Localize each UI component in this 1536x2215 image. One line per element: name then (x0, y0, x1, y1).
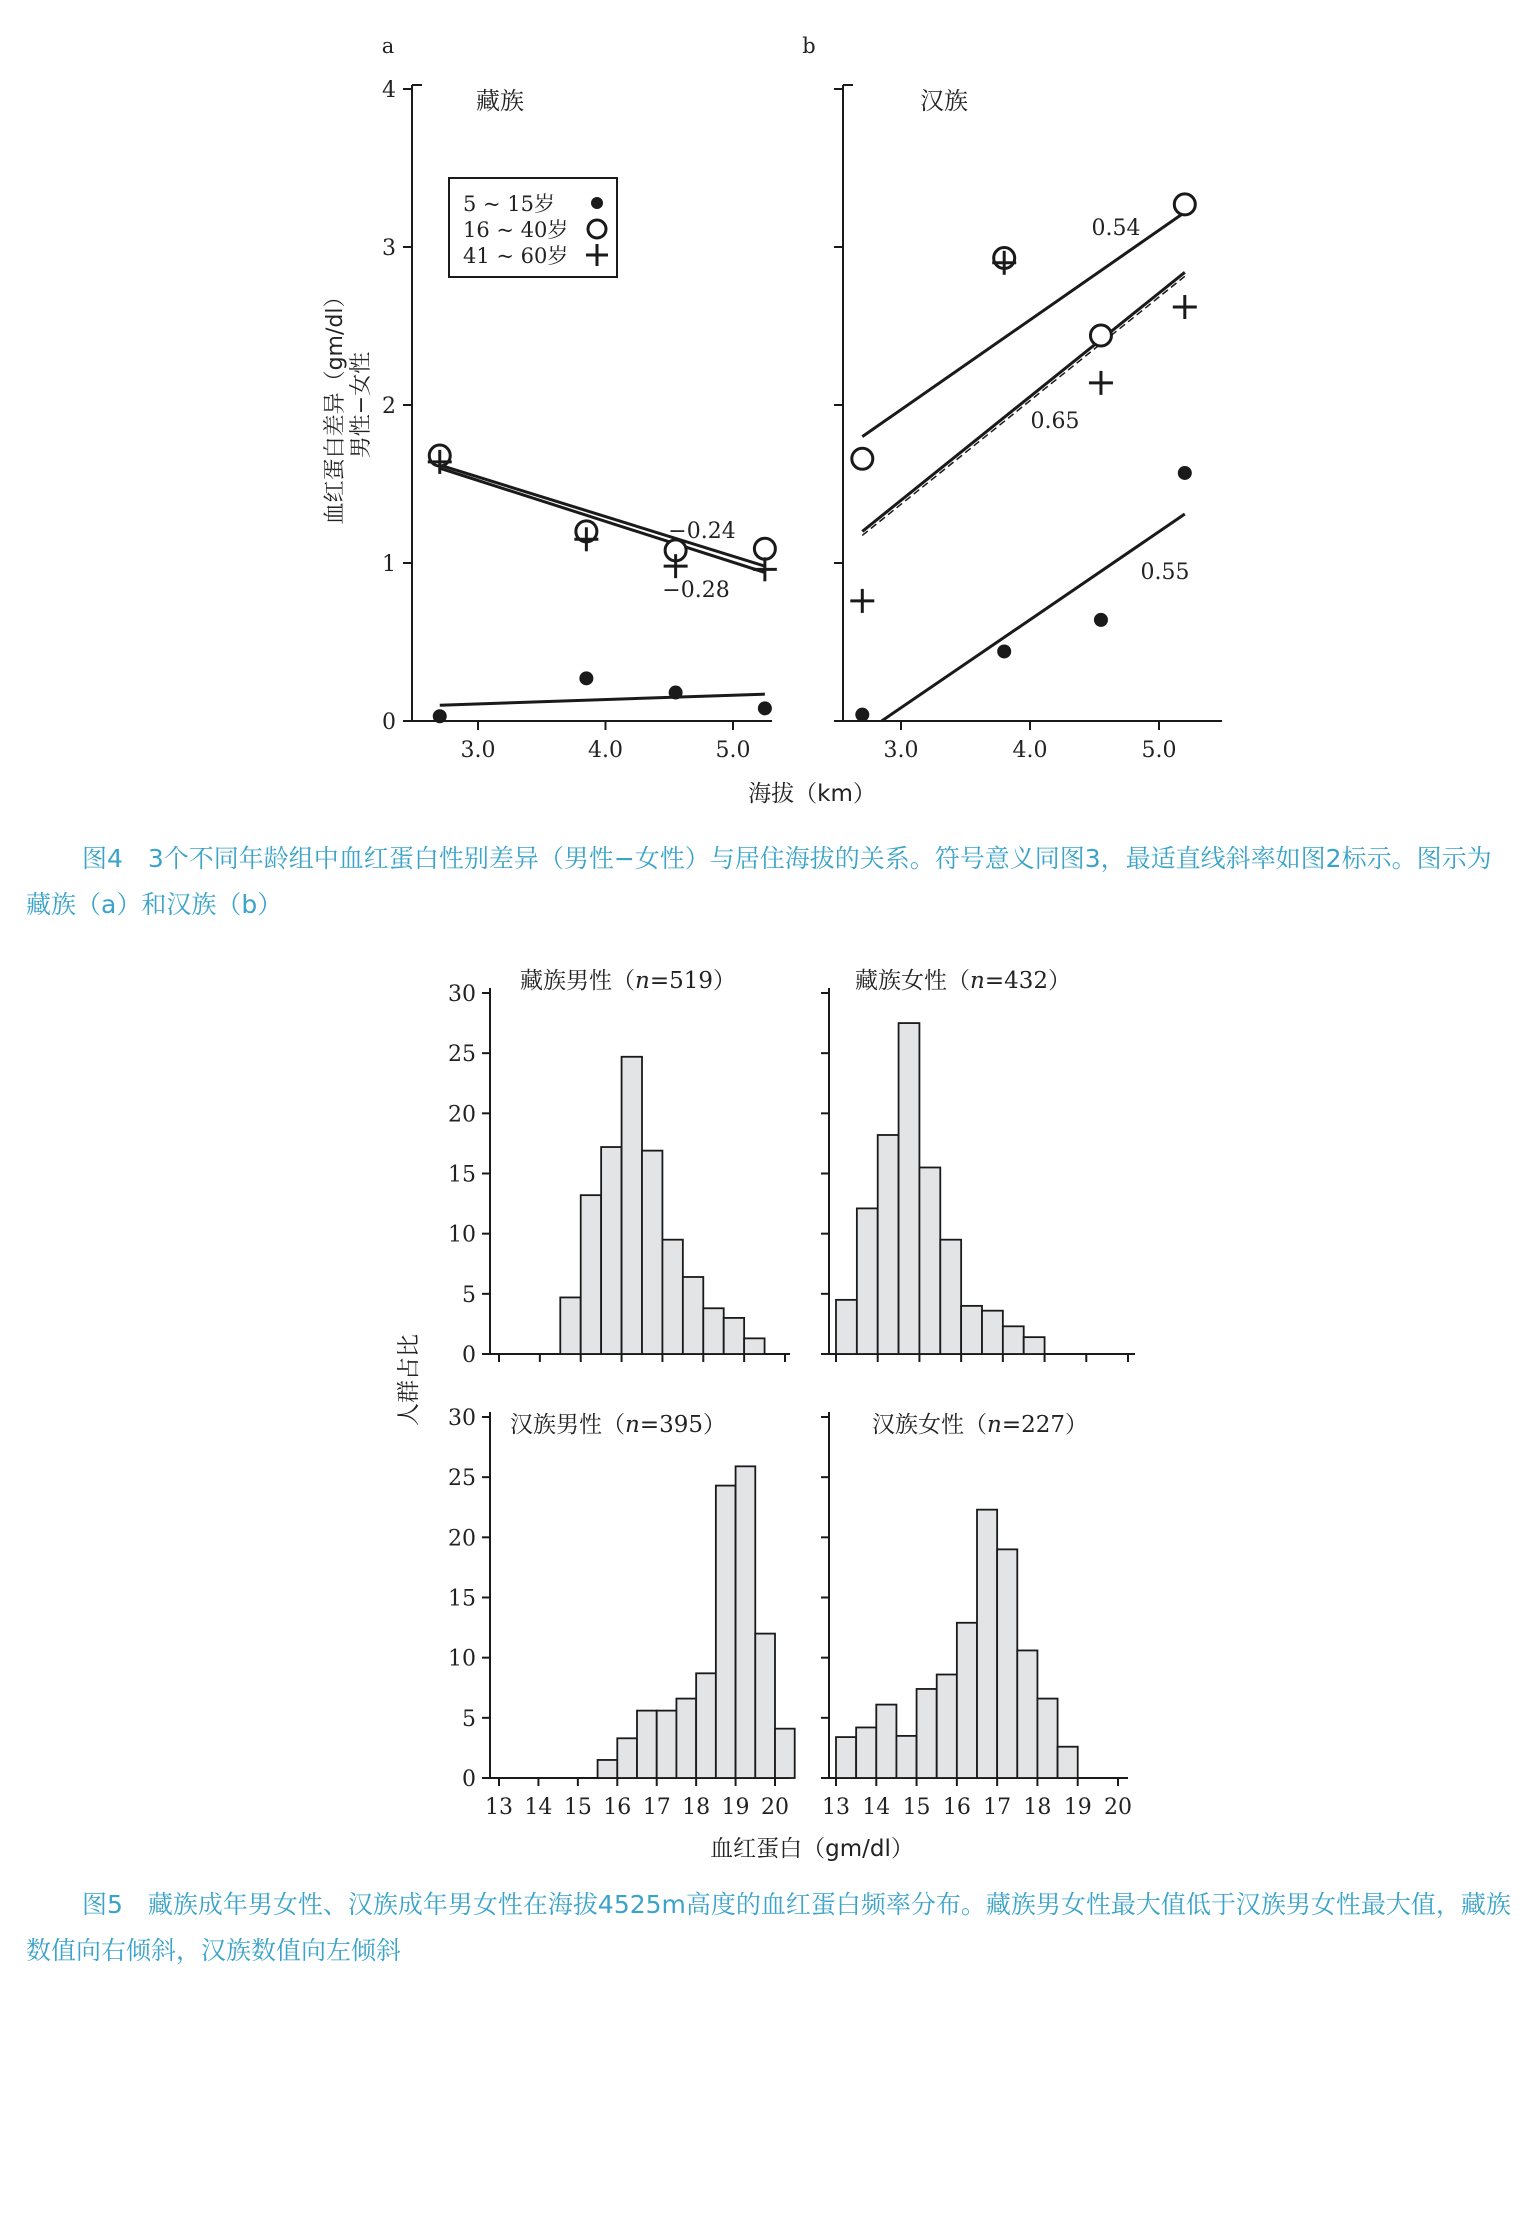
histogram-title-text: 汉族女性（ (872, 1412, 987, 1438)
histogram-bar (676, 1699, 696, 1778)
y-tick-label: 25 (448, 1042, 476, 1068)
x-tick-label: 14 (524, 1795, 553, 1820)
histogram-n-value: =519） (649, 968, 736, 994)
histogram-bar (716, 1486, 736, 1778)
y-tick-label: 4 (382, 78, 396, 103)
slope-label: −0.28 (662, 578, 730, 603)
data-point-plus (753, 557, 777, 581)
x-tick-label: 20 (761, 1795, 789, 1820)
histogram-bar (899, 1023, 920, 1354)
histogram-n-value: =432） (984, 968, 1071, 994)
legend-label: 5 ~ 15岁 (463, 192, 556, 216)
y-tick-label: 30 (448, 982, 476, 1007)
histogram-bar (755, 1634, 775, 1778)
figure4-caption: 图4 3个不同年龄组中血红蛋白性别差异（男性−女性）与居住海拔的关系。符号意义同图3，最适直线斜率如图2标示。图示为藏族（a）和汉族（b） (26, 844, 1492, 919)
histogram-n-symbol: n (987, 1412, 1002, 1438)
figure4-xlabel: 海拔（km） (748, 781, 876, 807)
histogram-bar (1003, 1326, 1024, 1354)
x-tick-label: 3.0 (883, 738, 919, 763)
x-tick-label: 15 (902, 1795, 931, 1820)
histogram-3 (448, 1406, 795, 1820)
legend-circle-marker (588, 220, 606, 238)
histogram-bar (836, 1737, 856, 1778)
histogram-bar (775, 1729, 795, 1778)
x-tick-label: 14 (862, 1795, 891, 1820)
x-tick-label: 3.0 (460, 738, 496, 763)
histogram-n-value: =227） (1001, 1412, 1088, 1438)
data-point-dot (433, 709, 447, 723)
histogram-bar (683, 1277, 703, 1354)
histogram-bar (657, 1711, 677, 1778)
slope-label: 0.55 (1140, 560, 1190, 585)
histogram-bar (601, 1147, 621, 1354)
data-point-dot (855, 708, 869, 722)
x-tick-label: 13 (485, 1795, 513, 1820)
histogram-bar (876, 1705, 896, 1778)
figure5-caption: 图5 藏族成年男女性、汉族成年男女性在海拔4525m高度的血红蛋白频率分布。藏族男女性最大值低于汉族男女性最大值，藏族数值向右倾斜，汉族数值向左倾斜 (26, 1890, 1511, 1965)
y-tick-label: 30 (448, 1406, 476, 1431)
y-tick-label: 15 (448, 1586, 476, 1612)
x-tick-label: 20 (1104, 1795, 1132, 1820)
histogram-bar (736, 1466, 756, 1778)
fit-line-dot (440, 694, 765, 705)
slope-label: −0.24 (668, 519, 736, 544)
histogram-2 (821, 968, 1135, 1362)
histogram-bar (724, 1318, 744, 1354)
data-point-circle (852, 448, 873, 469)
histogram-bar (637, 1711, 657, 1778)
histogram-title (855, 968, 1071, 994)
histogram-bar (696, 1673, 716, 1778)
data-point-circle (1090, 325, 1111, 346)
data-point-dot (1178, 466, 1192, 480)
x-tick-label: 18 (1023, 1795, 1052, 1820)
data-point-dot (669, 686, 683, 700)
x-tick-label: 4.0 (588, 738, 623, 763)
x-tick-label: 19 (1063, 1795, 1092, 1820)
histogram-bar (1017, 1650, 1037, 1778)
histogram-title-text: 藏族女性（ (855, 968, 970, 994)
data-point-circle (1174, 194, 1195, 215)
fit-line-circle (440, 465, 765, 566)
x-tick-label: 5.0 (1141, 738, 1177, 763)
histogram-bar (878, 1135, 899, 1354)
y-tick-label: 15 (448, 1162, 476, 1188)
panel-letter: b (802, 34, 816, 58)
data-point-plus (850, 589, 874, 613)
histogram-bar (1024, 1337, 1045, 1354)
x-tick-label: 16 (942, 1795, 971, 1820)
fit-line-dashed (862, 276, 1185, 535)
histogram-title-text: 藏族男性（ (520, 968, 635, 994)
slope-label: 0.54 (1091, 216, 1141, 241)
y-tick-label: 5 (462, 1282, 476, 1308)
fit-line-dot (882, 514, 1185, 721)
x-tick-label: 5.0 (715, 738, 751, 763)
y-tick-label: 2 (382, 394, 396, 419)
histogram-bar (703, 1308, 723, 1354)
histogram-bar (642, 1151, 662, 1354)
legend-label: 41 ~ 60岁 (463, 244, 569, 268)
scatter-panel-a (382, 34, 777, 763)
histogram-bar (622, 1057, 642, 1354)
y-tick-label: 10 (448, 1646, 476, 1672)
histogram-bar (896, 1736, 916, 1778)
y-tick-label: 1 (382, 552, 396, 577)
histogram-bar (856, 1727, 876, 1778)
histogram-bar (977, 1510, 997, 1778)
histogram-bar (961, 1306, 982, 1354)
histogram-bar (957, 1623, 977, 1778)
x-tick-label: 13 (822, 1795, 850, 1820)
data-point-dot (758, 701, 772, 715)
histogram-bar (857, 1208, 878, 1354)
histogram-bar (937, 1675, 957, 1778)
data-point-plus (1173, 295, 1197, 319)
histogram-bar (560, 1297, 580, 1354)
figure5-ylabel: 人群占比 (396, 1334, 422, 1426)
histogram-bar (836, 1300, 857, 1354)
figure4-ylabel-line1: 血红蛋白差异（gm/dl） (323, 285, 348, 525)
histogram-bar (1058, 1747, 1078, 1778)
y-tick-label: 20 (448, 1102, 476, 1128)
panel-title: 汉族 (920, 87, 968, 115)
histogram-n-symbol: n (970, 968, 985, 994)
histogram-bar (919, 1167, 940, 1354)
x-tick-label: 19 (721, 1795, 750, 1820)
panel-title: 藏族 (476, 87, 524, 115)
y-tick-label: 0 (462, 1767, 476, 1792)
histogram-title (520, 968, 736, 994)
figure4-ylabel (323, 286, 374, 525)
legend-dot-marker (591, 197, 603, 209)
histogram-title (510, 1412, 726, 1438)
histogram-bar (1037, 1699, 1057, 1778)
figure5-ylabel-group (396, 1334, 422, 1426)
x-tick-label: 16 (603, 1795, 632, 1820)
y-tick-label: 20 (448, 1526, 476, 1552)
panel-letter: a (381, 34, 395, 58)
histogram-n-value: =395） (639, 1412, 726, 1438)
histogram-bar (662, 1240, 682, 1354)
histogram-1 (448, 968, 790, 1368)
y-tick-label: 0 (382, 710, 396, 735)
legend (449, 178, 617, 277)
histogram-bar (617, 1738, 637, 1778)
figure4-ylabel-line2: 男性−女性 (349, 351, 374, 459)
y-tick-label: 25 (448, 1466, 476, 1492)
histogram-n-symbol: n (625, 1412, 640, 1438)
data-point-dot (1094, 613, 1108, 627)
histogram-bar (917, 1689, 937, 1778)
y-tick-label: 3 (382, 236, 396, 261)
slope-label: 0.65 (1030, 409, 1080, 434)
x-tick-label: 15 (563, 1795, 592, 1820)
data-point-circle (754, 538, 775, 559)
histogram-title-text: 汉族男性（ (510, 1412, 625, 1438)
y-tick-label: 5 (462, 1706, 476, 1732)
histogram-title (872, 1412, 1088, 1438)
histogram-n-symbol: n (635, 968, 650, 994)
histogram-4 (821, 1412, 1132, 1820)
histogram-bar (997, 1549, 1017, 1778)
histogram-bar (598, 1760, 618, 1778)
histogram-bar (581, 1195, 601, 1354)
x-tick-label: 4.0 (1012, 738, 1048, 763)
scatter-panel-b (802, 34, 1222, 763)
y-tick-label: 0 (462, 1343, 476, 1368)
x-tick-label: 18 (682, 1795, 711, 1820)
histogram-bar (982, 1311, 1003, 1354)
data-point-dot (579, 671, 593, 685)
data-point-plus (1089, 371, 1113, 395)
histogram-bar (940, 1240, 961, 1354)
x-tick-label: 17 (983, 1795, 1012, 1820)
data-point-dot (997, 644, 1011, 658)
x-tick-label: 17 (642, 1795, 671, 1820)
legend-label: 16 ~ 40岁 (463, 218, 569, 242)
y-tick-label: 10 (448, 1222, 476, 1248)
figure5-xlabel: 血红蛋白（gm/dl） (710, 1836, 914, 1862)
histogram-bar (744, 1338, 764, 1354)
